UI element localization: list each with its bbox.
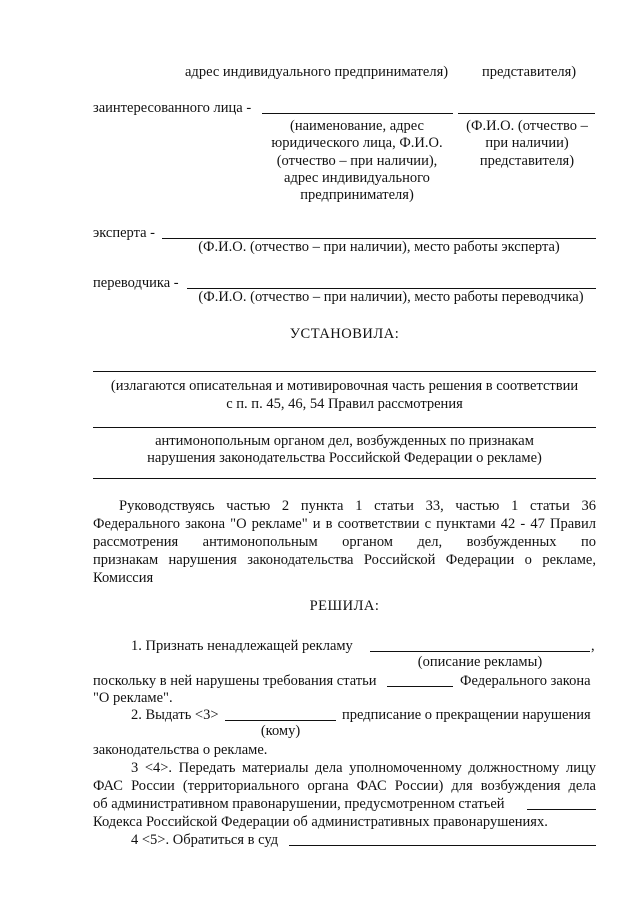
translator-hint: (Ф.И.О. (отчество – при наличии), место работы переводчика) xyxy=(198,289,584,305)
item1-text: 1. Признать ненадлежащей рекламу xyxy=(131,638,353,654)
guided-line-1: Руководствуясь частью 2 пункта 1 статьи 33, частью 1 статьи 36 xyxy=(119,498,596,514)
interested-rep-hint-2: при наличии) xyxy=(485,135,569,151)
established-hint-2: с п. п. 45, 46, 54 Правил рассмотрения xyxy=(226,396,463,412)
top-address-fragment: адрес индивидуального предпринимателя) xyxy=(185,64,449,80)
interested-hint-4: адрес индивидуального xyxy=(284,170,430,186)
established-heading: УСТАНОВИЛА: xyxy=(289,326,400,342)
item3-line1: 3 <4>. Передать материалы дела уполномоченному должностному лицу xyxy=(131,760,596,776)
established-line-2[interactable] xyxy=(93,427,596,428)
guided-commission: Комиссия xyxy=(93,570,154,586)
interested-label: заинтересованного лица - xyxy=(93,100,252,116)
item1-line3: "О рекламе". xyxy=(93,690,173,706)
item1-hint: (описание рекламы) xyxy=(417,654,543,670)
item1-line2a: поскольку в ней нарушены требования статьи xyxy=(93,673,377,689)
guided-line-2: Федерального закона "О рекламе" и в соответствии с пунктами 42 - 47 Правил xyxy=(93,516,596,532)
item2-a: 2. Выдать <3> xyxy=(131,707,219,723)
established-line-3[interactable] xyxy=(93,478,596,479)
item2-hint: (кому) xyxy=(260,723,301,739)
established-hint-3: антимонопольным органом дел, возбужденных по признакам xyxy=(155,433,534,449)
interested-hint-1: (наименование, адрес xyxy=(290,118,424,134)
item2-line2: законодательства о рекламе. xyxy=(93,742,268,758)
translator-label: переводчика - xyxy=(93,275,179,291)
expert-hint: (Ф.И.О. (отчество – при наличии), место работы эксперта) xyxy=(198,239,560,255)
interested-name-line[interactable] xyxy=(262,113,453,114)
guided-line-4: признакам нарушения законодательства Российской Федерации о рекламе, xyxy=(93,552,596,568)
item3-article-line[interactable] xyxy=(527,809,596,810)
item1-ad-line[interactable] xyxy=(370,651,590,652)
expert-label: эксперта - xyxy=(93,225,156,241)
interested-hint-5: предпринимателя) xyxy=(300,187,414,203)
decided-heading: РЕШИЛА: xyxy=(309,598,380,614)
interested-representative-line[interactable] xyxy=(458,113,595,114)
item1-article-line[interactable] xyxy=(387,686,453,687)
established-hint-1: (излагаются описательная и мотивировочная часть решения в соответствии xyxy=(110,378,579,394)
interested-hint-3: (отчество – при наличии), xyxy=(276,153,438,169)
top-representative-fragment: представителя) xyxy=(482,64,577,80)
established-hint-4: нарушения законодательства Российской Федерации о рекламе) xyxy=(147,450,542,466)
established-line-1[interactable] xyxy=(93,371,596,372)
interested-hint-2: юридического лица, Ф.И.О. xyxy=(271,135,443,151)
item2-whom-line[interactable] xyxy=(225,720,336,721)
item3-line3: об административном правонарушении, предусмотренном статьей xyxy=(93,796,505,812)
item1-line2b: Федерального закона xyxy=(460,673,591,689)
item4-text: 4 <5>. Обратиться в суд xyxy=(131,832,279,848)
guided-line-3: рассмотрения антимонопольным органом дел, возбужденных по xyxy=(93,534,596,550)
item3-line2: ФАС России (территориального органа ФАС России) для возбуждения дела xyxy=(93,778,596,794)
item2-b: предписание о прекращении нарушения xyxy=(342,707,591,723)
interested-rep-hint-3: представителя) xyxy=(479,153,575,169)
item4-court-line[interactable] xyxy=(289,845,596,846)
item3-line4: Кодекса Российской Федерации об административных правонарушениях. xyxy=(93,814,548,830)
interested-rep-hint-1: (Ф.И.О. (отчество – xyxy=(466,118,588,134)
item1-comma: , xyxy=(591,638,595,654)
